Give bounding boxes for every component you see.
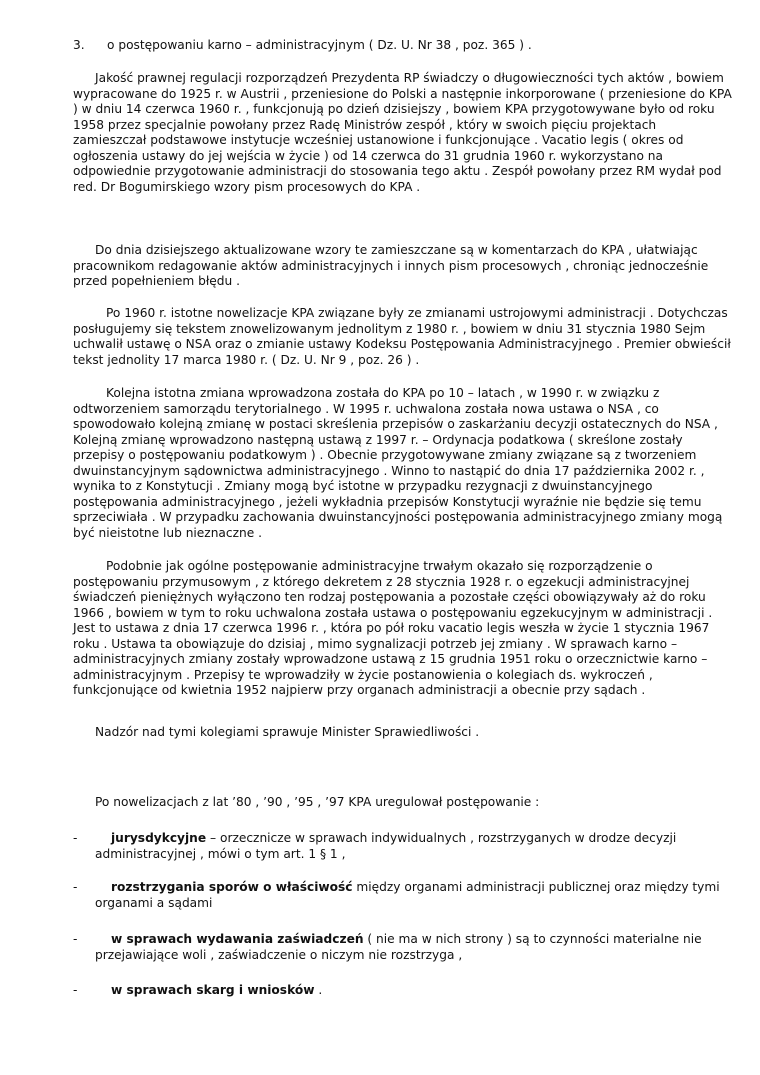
bullet-description: . <box>314 983 323 997</box>
paragraph-next-changes: Kolejna istotna zmiana wprowadzona została do KPA po 10 – latach , w 1990 r. w związku z odtworzeniem samorządu terytorialnego . W 1995 r. uchwalona została nowa ustawa o NSA , co spowodowało kolejną zmianę w postaci skreślenia przepisów o zaskarżaniu decyzji ostatecznych do NSA , Kolejną zmianę wprowadzono następną ustawą z 1997 r. – Ordynacja podatkowa ( skreślone zostały przepisy o postępowaniu podatkowym ) . Obecnie przygotowywane zmiany związane są z tworzeniem dwuinstancyjnym sądownictwa administracyjnego . Winno to nastąpić do dnia 17 października 2002 r. , wynika to z Konstytucji . Zmiany mogą być istotne w przypadku rezygnacji z dwuinstancyjnego postępowania administracyjnego , jeżeli wykładnia przepisów Konstytucji wyraźnie nie będzie się temu sprzeciwiała . W przypadku zachowania dwuinstancyjności postępowania administracyjnego zmiany mogą być nieistotne lub nieznaczne . <box>73 386 723 540</box>
list-item <box>73 831 735 862</box>
bullet-term: rozstrzygania sporów o właściwość <box>111 880 353 894</box>
section-number: 3. <box>73 38 85 52</box>
bullet-dash: - <box>73 983 78 997</box>
list-item <box>73 983 735 999</box>
section-heading <box>73 38 733 54</box>
section-title: o postępowaniu karno – administracyjnym ( Dz. U. Nr 38 , poz. 365 ) . <box>107 38 532 52</box>
paragraph-supervision: Nadzór nad tymi kolegiami sprawuje Minister Sprawiedliwości . <box>95 725 480 739</box>
bullet-dash: - <box>73 932 78 946</box>
bullet-description: między organami administracji publicznej oraz między tymi organami a sądami <box>95 880 720 910</box>
bullet-term: jurysdykcyjne <box>111 831 207 845</box>
bullet-term: w sprawach skarg i wniosków <box>111 983 315 997</box>
paragraph-templates: Do dnia dzisiejszego aktualizowane wzory te zamieszczane są w komentarzach do KPA , ułatwiając pracownikom redagowanie aktów administracyjnych i innych pism procesowych , chroniąc jednocześnie przed popełnieniem błędu . <box>73 243 709 288</box>
bullet-description: – orzecznicze w sprawach indywidualnych , rozstrzyganych w drodze decyzji administracyjnej , mówi o tym art. 1 § 1 , <box>95 831 677 861</box>
bullet-dash: - <box>73 831 78 845</box>
bullet-dash: - <box>73 880 78 894</box>
paragraph-procedures-intro: Po nowelizacjach z lat ’80 , ’90 , ’95 , ’97 KPA uregulował postępowanie : <box>95 795 540 809</box>
list-item <box>73 880 735 911</box>
bullet-description: ( nie ma w nich strony ) są to czynności materialne nie przejawiające woli , zaświadczenie o niczym nie rozstrzyga , <box>95 932 702 962</box>
paragraph-enforcement: Podobnie jak ogólne postępowanie administracyjne trwałym okazało się rozporządzenie o postępowaniu przymusowym , z którego dekretem z 28 stycznia 1928 r. o egzekucji administracyjnej świadczeń pieniężnych wyłączono ten rodzaj postępowania a pozostałe części obowiązywały aż do roku 1966 , bowiem w tym to roku uchwalona została ustawa o postępowaniu egzekucyjnym w administracji . Jest to ustawa z dnia 17 czerwca 1996 r. , która po pół roku vacatio legis weszła w życie 1 stycznia 1967 roku . Ustawa ta obowiązuje do dzisiaj , mimo sygnalizacji potrzeb jej zmiany . W sprawach karno – administracyjnych zmiany zostały wprowadzone ustawą z 15 grudnia 1951 roku o orzecznictwie karno – administracyjnym . Przepisy te wprowadziły w życie postanowienia o kolegiach ds. wykroczeń , funkcjonujące od kwietnia 1952 najpierw przy organach administracji a obecnie przy sądach . <box>73 559 713 697</box>
paragraph-regulation-quality: Jakość prawnej regulacji rozporządzeń Prezydenta RP świadczy o długowieczności tych aktów , bowiem wypracowane do 1925 r. w Austrii , przeniesione do Polski a następnie inkorporowane ( przeniesione do KPA ) w dniu 14 czerwca 1960 r. , funkcjonują po dzień dzisiejszy , bowiem KPA przygotowywane było od roku 1958 przez specjalnie powołany przez Radę Ministrów zespół , który w swoich pięciu projektach zamieszczał podstawowe instytucje wcześniej ustanowione i funkcjonujące . Vacatio legis ( okres od ogłoszenia ustawy do jej wejścia w życie ) od 14 czerwca do 31 grudnia 1960 r. wykorzystano na odpowiednie przygotowanie administracji do stosowania tego aktu . Zespół powołany przez RM wydał pod red. Dr Bogumirskiego wzory pism procesowych do KPA . <box>73 71 732 194</box>
paragraph-1960-amendments: Po 1960 r. istotne nowelizacje KPA związane były ze zmianami ustrojowymi administracji . Dotychczas posługujemy się tekstem znowelizowanym jednolitym z 1980 r. , bowiem w dniu 31 stycznia 1980 Sejm uchwalił ustawę o NSA oraz o zmianie ustawy Kodeksu Postępowania Administracyjnego . Premier obwieścił tekst jednolity 17 marca 1980 r. ( Dz. U. Nr 9 , poz. 26 ) . <box>73 306 731 367</box>
list-item <box>73 932 735 963</box>
bullet-term: w sprawach wydawania zaświadczeń <box>111 932 364 946</box>
